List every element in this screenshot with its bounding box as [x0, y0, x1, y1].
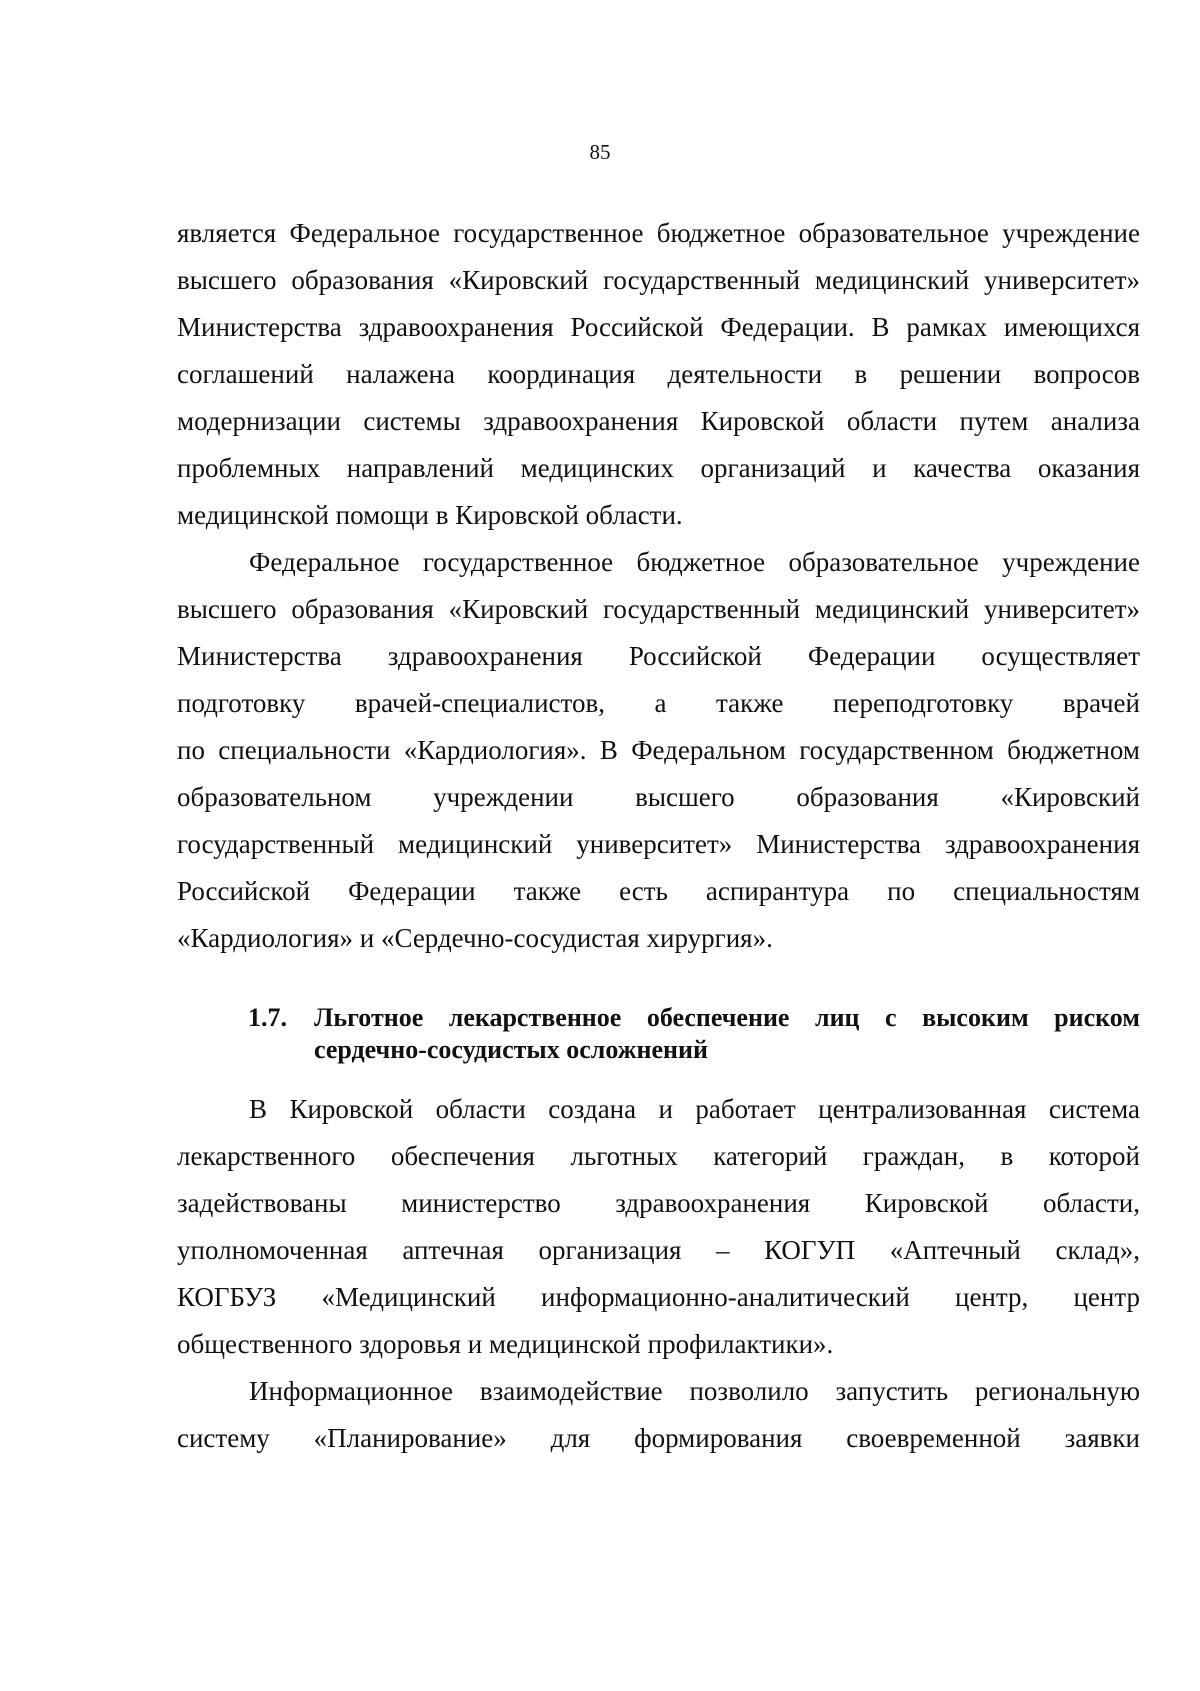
text-line: общественного здоровья и медицинской профилактики».	[177, 1329, 834, 1359]
text-line: В Кировской области создана и работает централизованная система	[249, 1094, 1140, 1124]
text-line: лекарственного обеспечения льготных категорий граждан, в которой	[177, 1141, 1140, 1171]
text-line: по специальности «Кардиология». В Федеральном государственном бюджетном	[177, 735, 1140, 765]
document-body	[177, 210, 1140, 1462]
text-line: систему «Планирование» для формирования своевременной заявки	[177, 1423, 1140, 1453]
text-line: является Федеральное государственное бюджетное образовательное учреждение	[177, 218, 1140, 248]
text-line: Российской Федерации также есть аспирантура по специальностям	[177, 876, 1140, 906]
paragraph-training	[177, 539, 1140, 962]
text-line: КОГБУЗ «Медицинский информационно-аналитический центр, центр	[177, 1282, 1140, 1312]
text-line: задействованы министерство здравоохранения Кировской области,	[177, 1188, 1140, 1218]
paragraph-information-interaction	[177, 1368, 1140, 1462]
text-line: медицинской помощи в Кировской области.	[177, 500, 683, 530]
section-number: 1.7.	[248, 1003, 287, 1032]
paragraph-university	[177, 210, 1140, 539]
text-line: высшего образования «Кировский государственный медицинский университет»	[177, 594, 1140, 624]
page-number: 85	[589, 140, 611, 164]
section-title-line: Льготное лекарственное обеспечение лиц с высоким риском	[314, 1003, 1140, 1032]
text-line: модернизации системы здравоохранения Кировской области путем анализа	[177, 406, 1140, 436]
section-title-line: сердечно-сосудистых осложнений	[314, 1035, 708, 1064]
text-line: подготовку врачей-специалистов, а также переподготовку врачей	[177, 688, 1140, 718]
text-line: Информационное взаимодействие позволило запустить региональную	[249, 1376, 1140, 1406]
spacer	[177, 1066, 1140, 1086]
text-line: образовательном учреждении высшего образования «Кировский	[177, 782, 1140, 812]
text-line: уполномоченная аптечная организация – КОГУП «Аптечный склад»,	[177, 1235, 1140, 1265]
section-heading	[177, 1002, 1140, 1066]
text-line: Федеральное государственное бюджетное образовательное учреждение	[249, 547, 1140, 577]
text-line: «Кардиология» и «Сердечно-сосудистая хирургия».	[177, 923, 773, 953]
text-line: Министерства здравоохранения Российской Федерации осуществляет	[177, 641, 1140, 671]
paragraph-drug-supply	[177, 1086, 1140, 1368]
text-line: проблемных направлений медицинских организаций и качества оказания	[177, 453, 1140, 483]
text-line: высшего образования «Кировский государственный медицинский университет»	[177, 265, 1140, 295]
text-line: Министерства здравоохранения Российской Федерации. В рамках имеющихся	[177, 312, 1140, 342]
text-line: соглашений налажена координация деятельности в решении вопросов	[177, 359, 1140, 389]
text-line: государственный медицинский университет» Министерства здравоохранения	[177, 829, 1140, 859]
